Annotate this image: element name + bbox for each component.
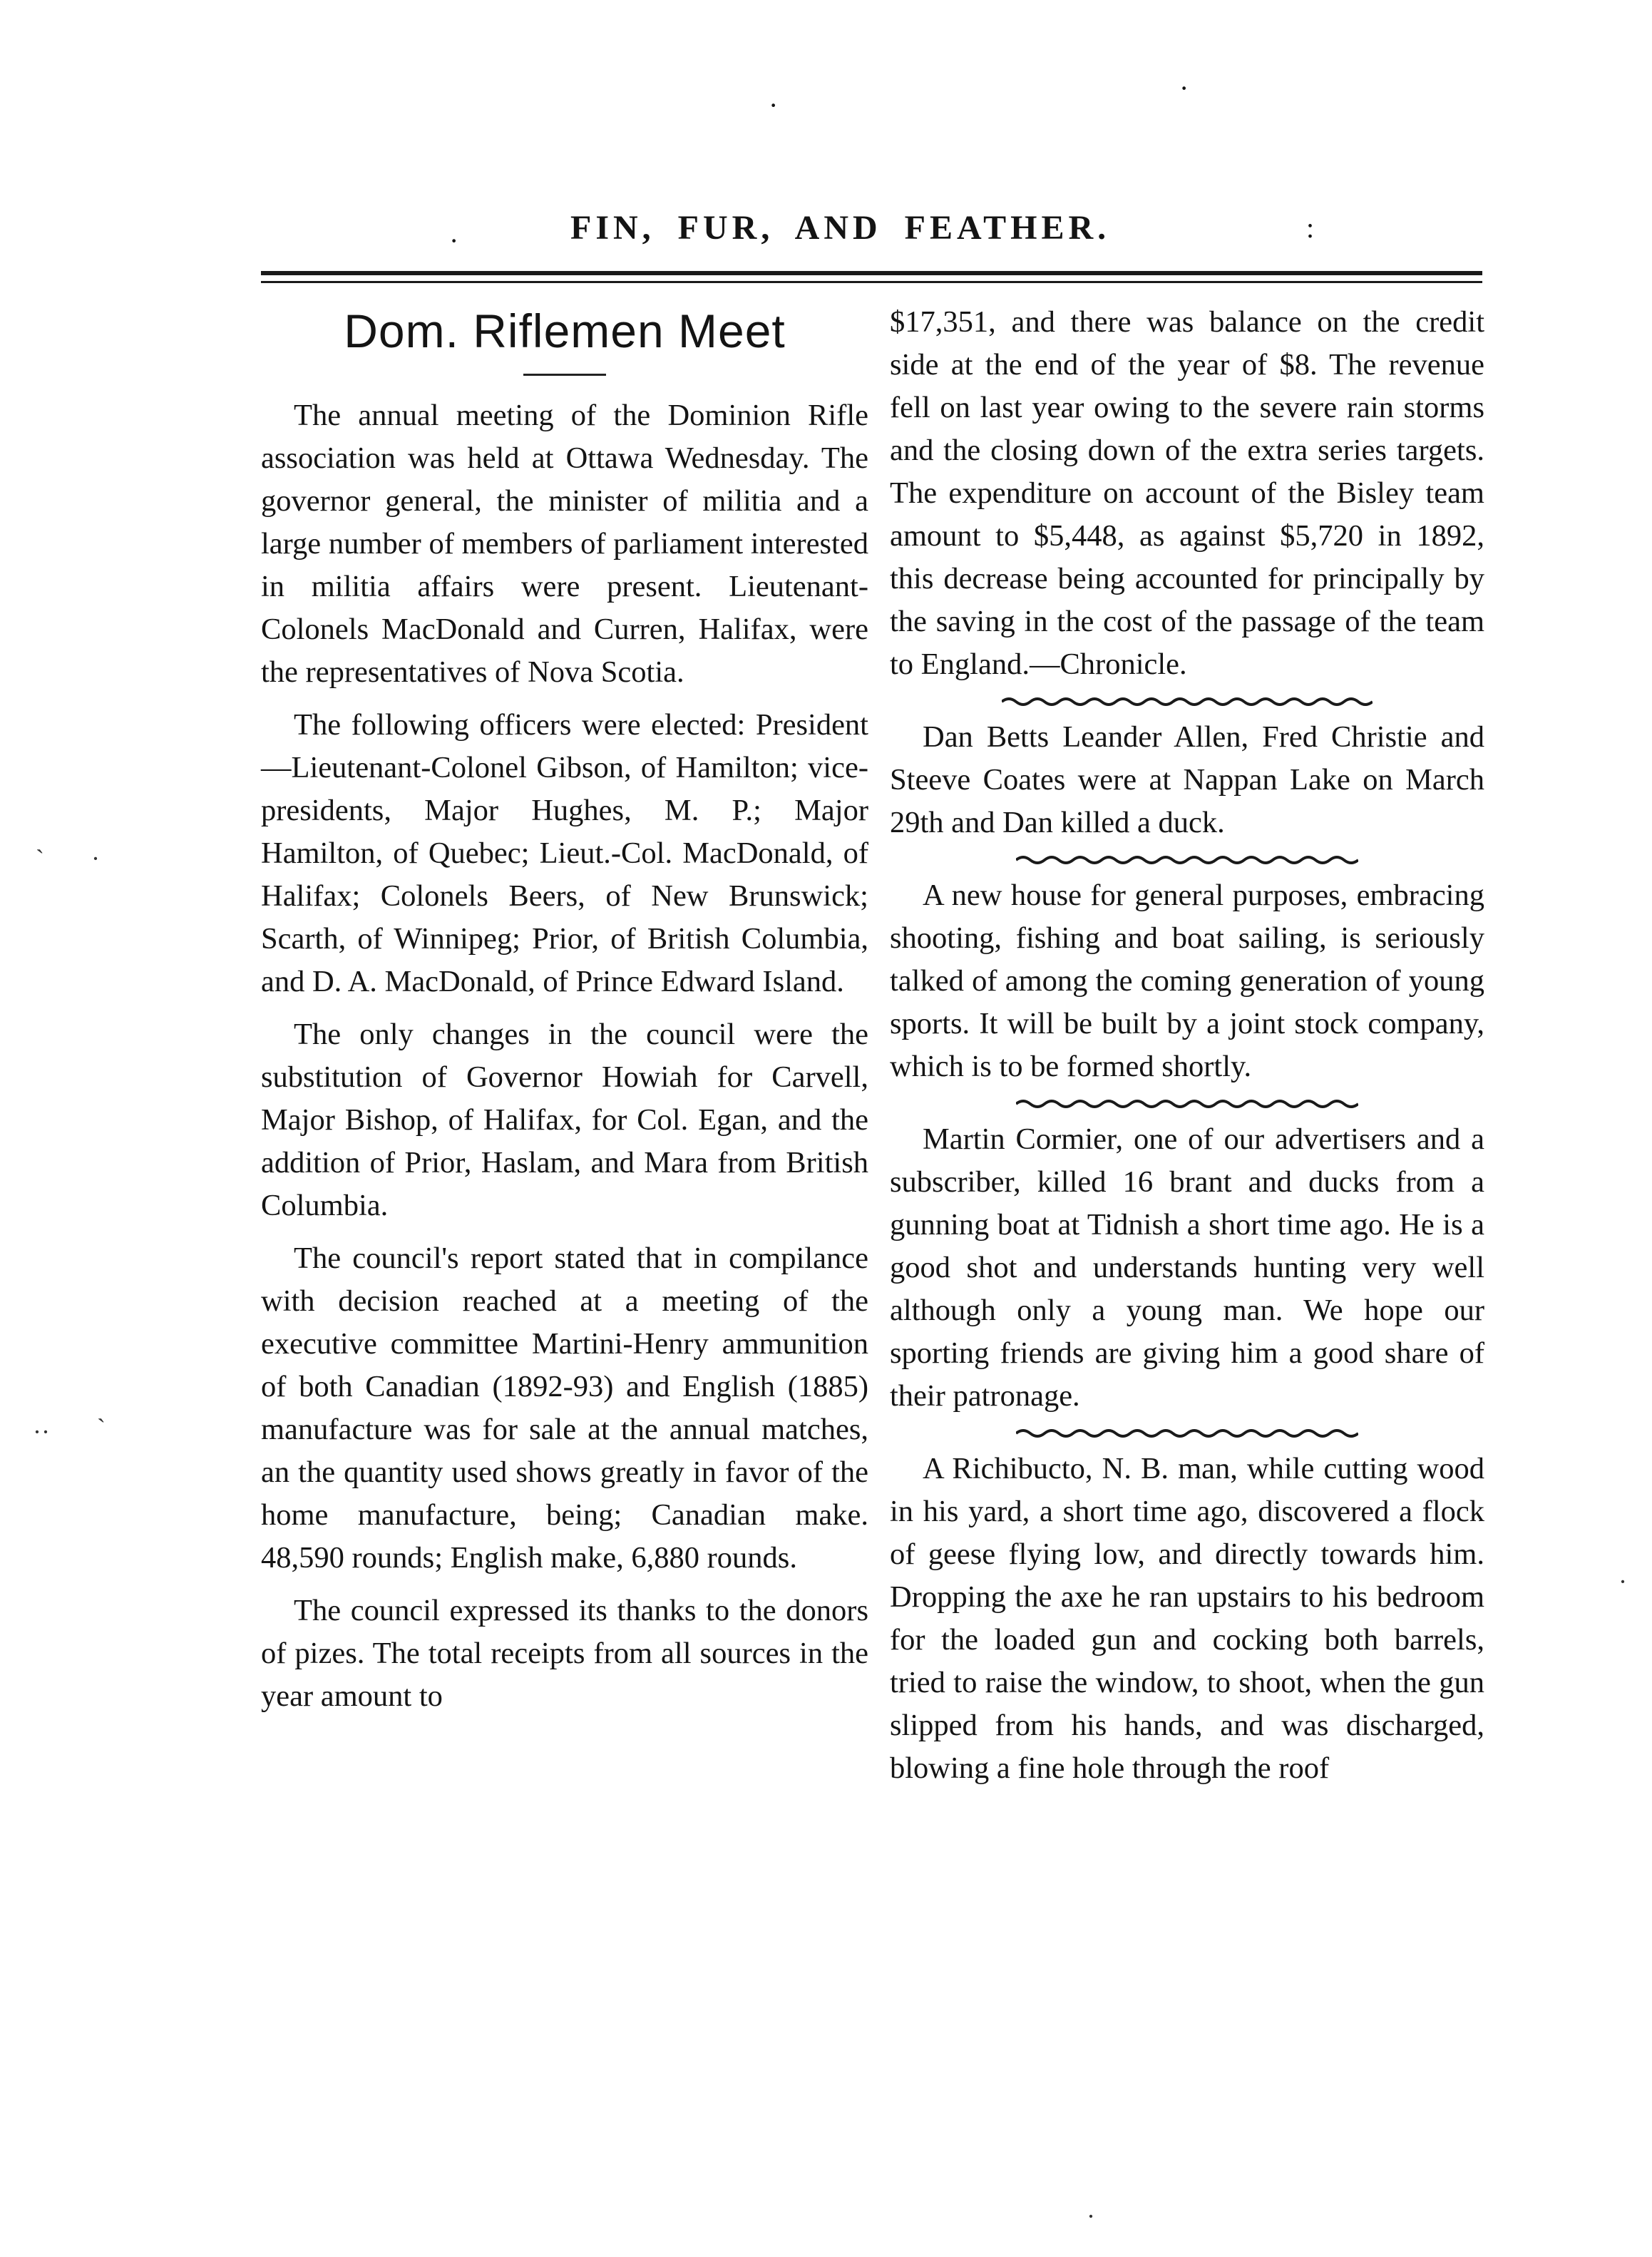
margin-mark: · — [1087, 2202, 1095, 2231]
article-paragraph: The following officers were elected: President—Lieutenant-Colonel Gibson, of Hamilton; vice-presidents, Major Hughes, M. P.; Major Hamilton, of Quebec; Lieut.-Col. MacDonald, of Halifax; Colonels Beers, of New Brunswick; Scarth, of Winnipeg; Prior, of British Columbia, and D. A. MacDonald, of Prince Edward Island. — [261, 708, 868, 998]
stray-dot: · — [449, 225, 459, 257]
margin-mark: ·· — [33, 1418, 50, 1446]
stray-dot: : — [1306, 212, 1315, 244]
news-item: A new house for general purposes, embracing shooting, fishing and boat sailing, is seriously talked of among the coming generation of young sports. It will be built by a joint stock company, which is to be formed shortly. — [890, 879, 1484, 1083]
margin-mark: ` — [36, 844, 44, 873]
wavy-divider — [1016, 1098, 1358, 1110]
running-head: FIN, FUR, AND FEATHER. — [570, 209, 1111, 247]
news-item: Dan Betts Leander Allen, Fred Christie and Steeve Coates were at Nappan Lake on March 29th and Dan killed a duck. — [890, 720, 1484, 839]
stray-dot: · — [769, 89, 779, 121]
margin-mark: ` — [97, 1413, 106, 1442]
article-paragraph: The council's report stated that in compilance with decision reached at a meeting of the executive committee Martini-Henry ammunition of both Canadian (1892-93) and English (1885) manufacture was for sale at the annual matches, an the quantity used shows greatly in favor of the home manufacture, being; Canadian make. 48,590 rounds; English make, 6,880 rounds. — [261, 1242, 868, 1575]
article-paragraph: The annual meeting of the Dominion Rifle association was held at Ottawa Wednesday. The governor general, the minister of militia and a large number of members of parliament interested in militia affairs were present. Lieutenant-Colonels MacDonald and Curren, Halifax, were the representatives of Nova Scotia. — [261, 399, 868, 689]
wavy-divider — [1002, 696, 1373, 707]
title-underline — [523, 374, 606, 376]
stray-dot: · — [1179, 72, 1189, 104]
right-column — [890, 301, 1484, 1800]
left-column — [261, 301, 868, 1728]
article-paragraph: The only changes in the council were the substitution of Governor Howiah for Carvell, Major Bishop, of Halifax, for Col. Egan, and the addition of Prior, Haslam, and Mara from British Columbia. — [261, 1018, 868, 1222]
article-paragraph: The council expressed its thanks to the donors of pizes. The total receipts from all sources in the year amount to — [261, 1594, 868, 1713]
header-rule-thick — [261, 271, 1482, 275]
wavy-divider — [1016, 1428, 1358, 1439]
news-item: Martin Cormier, one of our advertisers and a subscriber, killed 16 brant and ducks from a gunning boat at Tidnish a short time ago. He is a good shot and understands hunting very well although only a young man. We hope our sporting friends are giving him a good share of their patronage. — [890, 1122, 1484, 1413]
article-continuation: $17,351, and there was balance on the credit side at the end of the year of $8. The revenue fell on last year owing to the severe rain storms and the closing down of the extra series targets. The expenditure on account of the Bisley team amount to $5,448, as against $5,720 in 1892, this decrease being accounted for principally by the saving in the cost of the passage of the team to England.—Chronicle. — [890, 305, 1484, 681]
header-rule-thin — [261, 281, 1482, 283]
margin-mark: · — [1618, 1567, 1627, 1596]
news-item: A Richibucto, N. B. man, while cutting wood in his yard, a short time ago, discovered a flock of geese flying low, and directly towards him. Dropping the axe he ran upstairs to his bedroom for the loaded gun and cocking both barrels, tried to raise the window, to shoot, when the gun slipped from his hands, and was discharged, blowing a fine hole through the roof — [890, 1452, 1484, 1785]
wavy-divider — [1016, 854, 1358, 866]
margin-mark: · — [91, 844, 100, 873]
article-title: Dom. Riflemen Meet — [344, 304, 786, 357]
